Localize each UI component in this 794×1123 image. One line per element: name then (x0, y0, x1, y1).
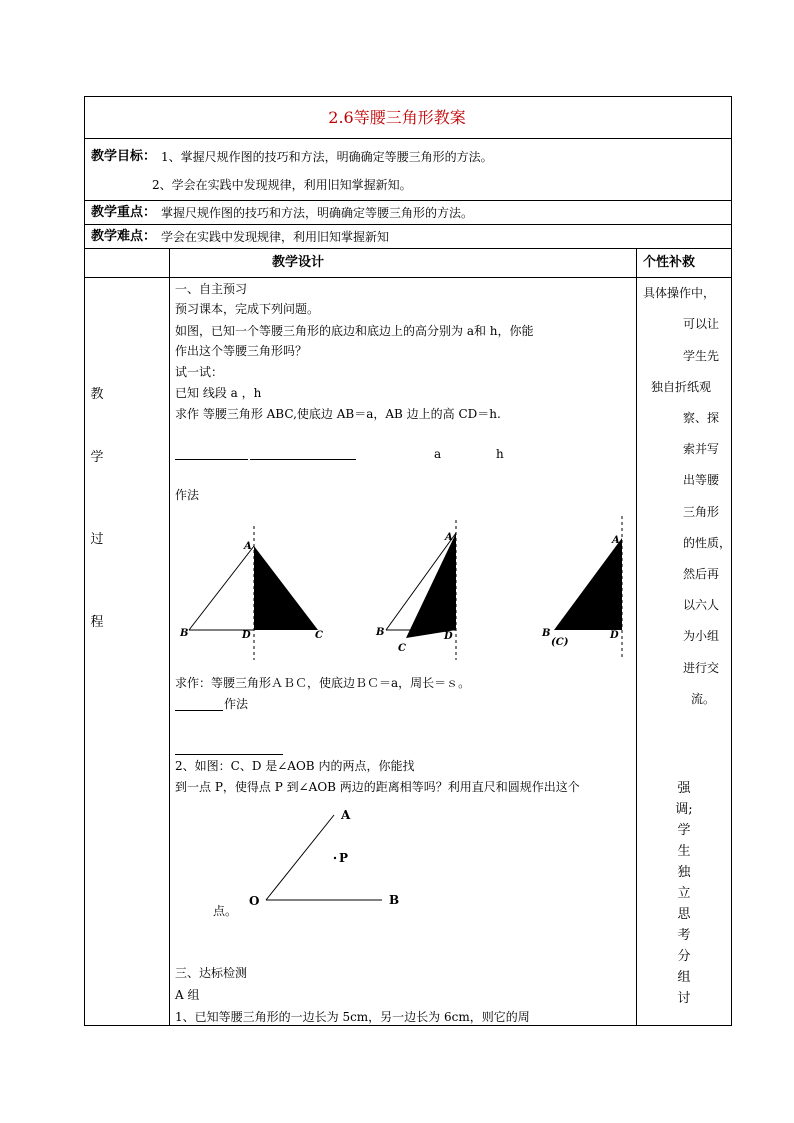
difficulties-text: 学会在实践中发现规律，利用旧知掌握新知 (161, 230, 390, 244)
goals-label: 教学目标： (91, 149, 157, 164)
supplement-line-1: 具体操作中， (643, 286, 716, 300)
left-col-char-4: 程 (90, 615, 104, 630)
supplement-text-13: 流。 (691, 692, 716, 706)
supplement2-char-8: 考 (677, 928, 691, 943)
section1-line-5: 已知 线段 a ，h (175, 386, 262, 400)
key-points-text: 掌握尺规作图的技巧和方法，明确确定等腰三角形的方法。 (161, 206, 474, 220)
supplement-text-2: 学生先 (683, 349, 720, 363)
supplement-text-10: 以六人 (683, 598, 720, 612)
fig1-label-c: C (315, 630, 323, 641)
section3-group: A 组 (175, 988, 200, 1002)
left-col-char-3: 过 (90, 532, 104, 547)
supplement2-char-11: 讨 (677, 991, 691, 1006)
section3-title: 三、达标检测 (175, 966, 248, 980)
figure-triangle-3 (540, 516, 630, 662)
method-label-2: 作法 (224, 697, 249, 711)
supplement2-char-2: 调; (675, 802, 693, 817)
question2-line-2: 到一点 P，使得点 P 到∠AOB 两边的距离相等吗？利用直尺和圆规作出这个 (175, 780, 580, 794)
supplement-text-1: 可以让 (683, 317, 720, 331)
fig2-label-c: C (398, 643, 406, 654)
fig2-label-b: B (376, 627, 385, 638)
supplement2-char-6: 立 (677, 886, 691, 901)
supplement2-char-3: 学 (677, 823, 691, 838)
supplement2-char-7: 思 (677, 907, 691, 922)
difficulties-label: 教学难点： (91, 229, 157, 244)
section1-title: 一、自主预习 (175, 282, 248, 296)
fig3-label-a: A (612, 535, 620, 546)
supplement-text-8: 的性质， (683, 536, 732, 550)
section1-line-2: 如图，已知一个等腰三角形的底边和底边上的高分别为 a和 h，你能 (175, 324, 534, 338)
method-blank-line (175, 710, 223, 711)
separator-line (175, 754, 283, 755)
supplement2-char-9: 分 (677, 949, 691, 964)
section1-line-3: 作出这个等腰三角形吗？ (175, 344, 308, 358)
section1-line-7: 求作：等腰三角形ＡＢＣ，使底边ＢＣ＝a，周长＝ｓ。 (175, 676, 471, 690)
left-col-char-1: 教 (90, 387, 104, 402)
figure-triangle-2 (372, 520, 472, 662)
left-col-char-2: 学 (90, 450, 104, 465)
angle-label-b: B (389, 893, 400, 907)
fig3-label-d: D (610, 630, 619, 641)
supplement-text-3: 独自折纸观 (651, 380, 712, 394)
segment-line-a (175, 459, 248, 460)
method-label-1: 作法 (175, 488, 200, 502)
section1-line-6: 求作 等腰三角形 ABC,使底边 AB＝a，AB 边上的高 CD＝h. (175, 407, 501, 421)
fig2-label-d: D (444, 631, 453, 642)
fig3-filled-triangle (554, 538, 622, 630)
fig2-label-a: A (445, 532, 453, 543)
fig1-label-d: D (242, 630, 251, 641)
supplement-text-4: 察、探 (683, 411, 720, 425)
key-points-label: 教学重点： (91, 205, 157, 220)
supplement-text-5: 索并写 (683, 442, 720, 456)
header-supplement: 个性补救 (643, 255, 696, 270)
ray-oa (266, 815, 334, 900)
fig3-label-c: (C) (551, 637, 569, 648)
fig2-filled-triangle (406, 533, 456, 638)
supplement2-char-4: 生 (677, 844, 691, 859)
goals-line-2: 2、学会在实践中发现规律，利用旧知掌握新知。 (152, 178, 412, 192)
question2-end: 点。 (213, 904, 238, 918)
page-title: 2.6等腰三角形教案 (328, 108, 466, 127)
supplement-text-11: 为小组 (683, 629, 720, 643)
fig3-label-b: B (542, 628, 551, 639)
section3-question-1: 1、已知等腰三角形的一边长为 5cm，另一边长为 6cm，则它的周 (175, 1010, 530, 1024)
supplement-text-6: 出等腰 (683, 473, 720, 487)
point-p (334, 857, 336, 859)
fig1-label-a: A (244, 541, 252, 552)
fig1-label-b: B (180, 628, 189, 639)
question2-line-1: 2、如图：C、D 是∠AOB 内的两点，你能找 (175, 759, 415, 773)
segment-label-a: a (434, 447, 442, 461)
section1-line-4: 试一试： (175, 365, 224, 379)
fig1-filled-triangle (254, 546, 318, 630)
angle-label-p: P (339, 851, 349, 865)
segment-label-h: h (496, 447, 504, 461)
figure-angle-aob (244, 804, 409, 912)
supplement-text-12: 进行交 (683, 661, 720, 675)
angle-label-a: A (341, 808, 351, 822)
supplement-text-7: 三角形 (683, 505, 720, 519)
supplement-text-9: 然后再 (683, 567, 720, 581)
supplement2-char-10: 组 (677, 970, 691, 985)
section1-line-1: 预习课本，完成下列问题。 (175, 302, 320, 316)
fig1-side-ab (189, 546, 254, 630)
figure-triangle-1 (176, 526, 326, 662)
goals-line-1: 1、掌握尺规作图的技巧和方法，明确确定等腰三角形的方法。 (161, 150, 493, 164)
supplement2-char-1: 强 (677, 781, 691, 796)
header-design: 教学设计 (272, 255, 325, 270)
segment-line-h (250, 459, 356, 460)
supplement2-char-5: 独 (677, 865, 691, 880)
angle-label-o: O (249, 894, 260, 908)
